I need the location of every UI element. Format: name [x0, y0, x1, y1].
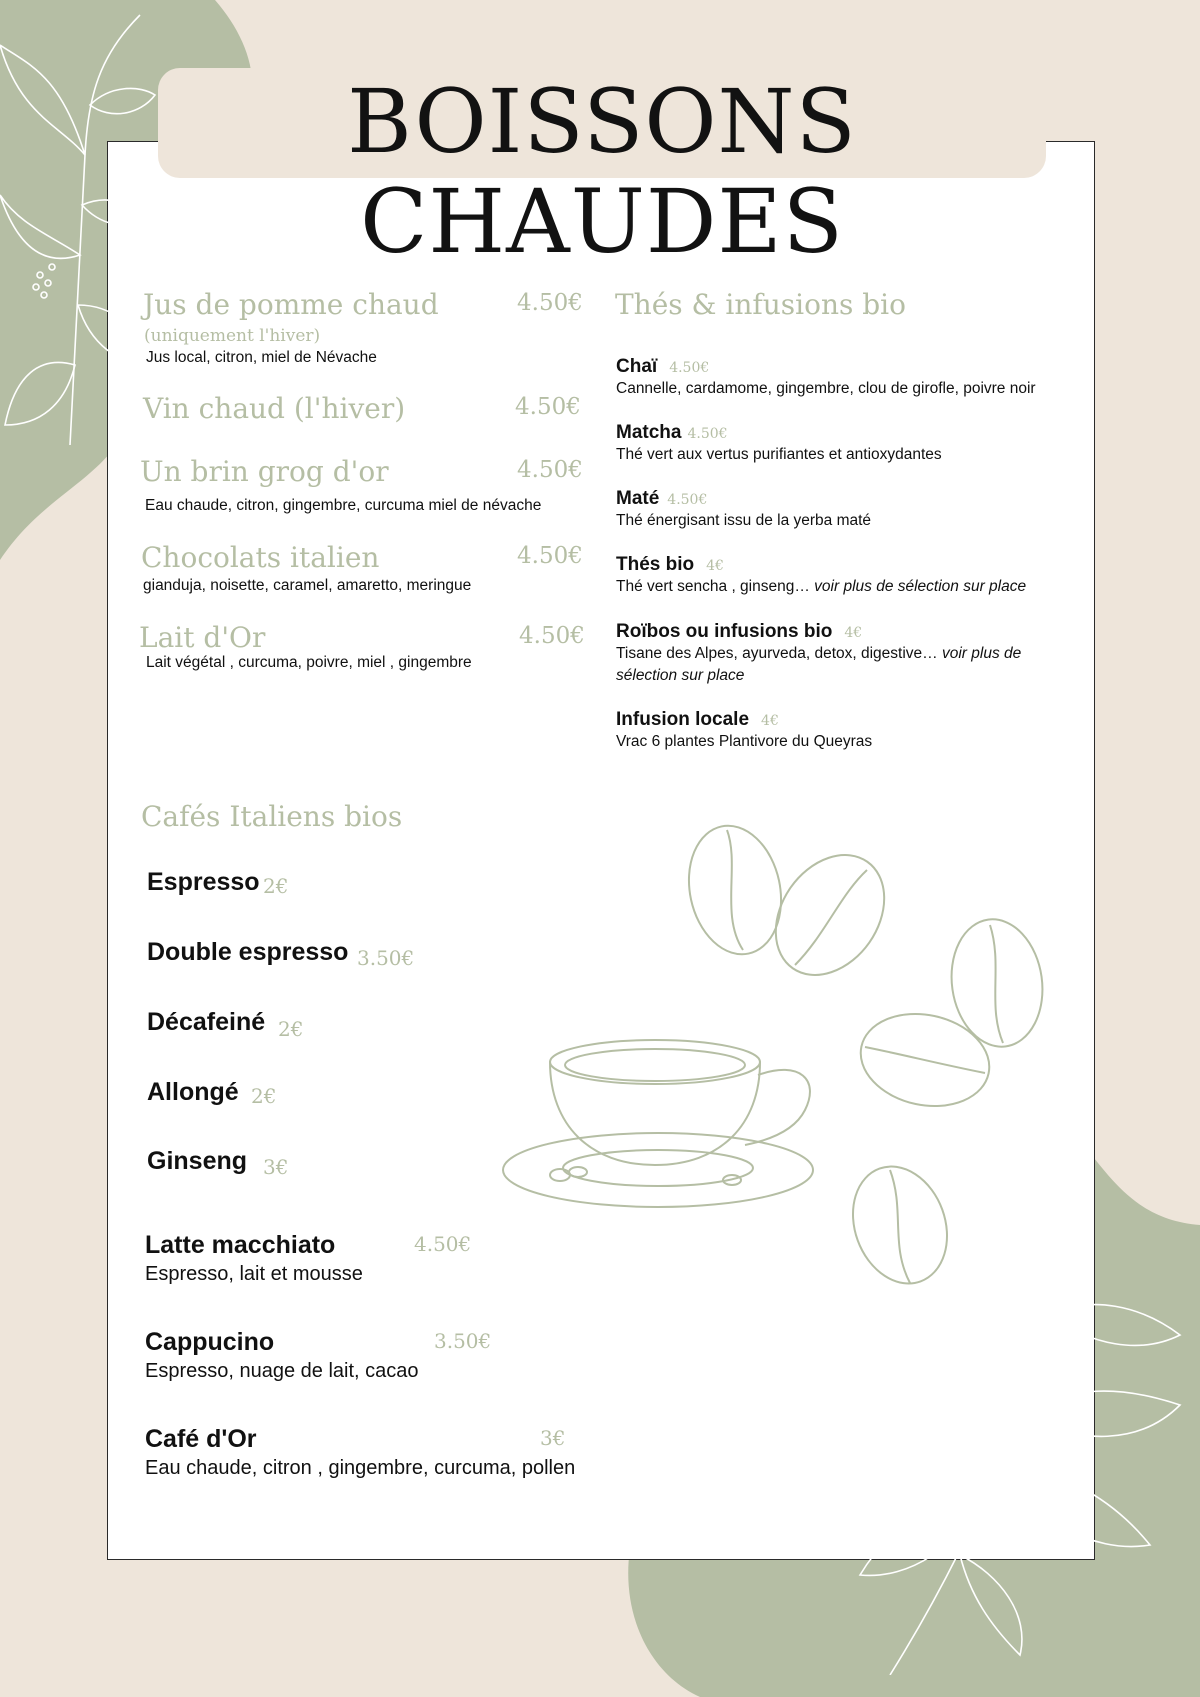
tea-item-name: Infusion locale — [616, 709, 750, 730]
coffee-cup-illustration — [500, 1035, 820, 1215]
menu-item-price: 4.50€ — [515, 394, 581, 420]
tea-item-name: Roïbos ou infusions bio — [616, 621, 833, 642]
tea-item — [616, 356, 1076, 400]
tea-item-desc: Thé énergisant issu de la yerba maté — [616, 512, 872, 529]
coffee-item-name: Café d'Or — [145, 1425, 257, 1453]
coffee-item-price: 4.50€ — [414, 1232, 472, 1256]
section-heading-cafes: Cafés Italiens bios — [141, 800, 403, 833]
menu-item-desc: gianduja, noisette, caramel, amaretto, meringue — [143, 577, 472, 594]
coffee-item-name: Latte macchiato — [145, 1231, 336, 1259]
coffee-item-price: 3€ — [263, 1155, 289, 1179]
coffee-item-price: 2€ — [278, 1017, 304, 1041]
menu-item-price: 4.50€ — [517, 457, 583, 483]
tea-item-desc-note: voir plus de sélection sur place — [616, 645, 1022, 684]
menu-item-desc: Jus local, citron, miel de Névache — [146, 349, 377, 366]
tea-item-name: Matcha — [616, 422, 682, 443]
tea-item — [616, 621, 1036, 687]
menu-item-name: Un brin grog d'or — [140, 455, 389, 488]
tea-item-desc — [616, 576, 1076, 598]
coffee-item-price: 3.50€ — [434, 1329, 492, 1353]
menu-item-name: Lait d'Or — [139, 621, 266, 654]
menu-item-price: 4.50€ — [517, 543, 583, 569]
menu-item-note: (uniquement l'hiver) — [144, 326, 321, 346]
coffee-item-name: Ginseng — [147, 1147, 248, 1175]
coffee-item-desc: Eau chaude, citron , gingembre, curcuma, pollen — [145, 1457, 576, 1479]
coffee-item-price: 3€ — [540, 1426, 566, 1450]
tea-item-desc-text: Thé vert sencha , ginseng… — [616, 578, 810, 595]
tea-item-desc-note: voir plus de sélection sur place — [814, 578, 1027, 595]
coffee-item-price: 3.50€ — [357, 946, 415, 970]
menu-item-name: Jus de pomme chaud — [143, 288, 439, 321]
nettle-plant-illustration-top-left — [0, 5, 160, 445]
coffee-item-name: Espresso — [147, 868, 260, 896]
menu-item-desc: Lait végétal , curcuma, poivre, miel , gingembre — [146, 654, 472, 671]
coffee-item-name: Cappucino — [145, 1328, 275, 1356]
tea-item — [616, 422, 1046, 466]
menu-item-price: 4.50€ — [517, 290, 583, 316]
menu-item-price: 4.50€ — [519, 623, 585, 649]
tea-item-name: Chaï — [616, 356, 658, 377]
tea-item-desc: Thé vert aux vertus purifiantes et antioxydantes — [616, 446, 942, 463]
tea-item — [616, 554, 1076, 598]
coffee-item-name: Double espresso — [147, 938, 349, 966]
coffee-item-price: 2€ — [251, 1084, 277, 1108]
tea-item-price: 4.50€ — [669, 360, 710, 376]
page-title: BOISSONS CHAUDES — [347, 70, 857, 273]
tea-item — [616, 488, 1046, 532]
tea-item-price: 4€ — [844, 625, 863, 641]
coffee-item-desc: Espresso, nuage de lait, cacao — [145, 1360, 419, 1382]
menu-item-name: Vin chaud (l'hiver) — [143, 392, 406, 425]
tea-item-name: Thés bio — [616, 554, 695, 575]
tea-item-price: 4.50€ — [687, 426, 728, 442]
coffee-item-name: Décafeiné — [147, 1008, 266, 1036]
tea-item-desc — [616, 643, 1036, 687]
tea-item-name: Maté — [616, 488, 660, 509]
section-heading-thes: Thés & infusions bio — [615, 288, 906, 321]
menu-item-desc: Eau chaude, citron, gingembre, curcuma miel de névache — [145, 497, 542, 514]
tea-item-price: 4€ — [706, 558, 724, 574]
tea-item-price: 4€ — [761, 713, 779, 729]
tea-item — [616, 709, 1046, 753]
coffee-item-price: 2€ — [263, 874, 289, 898]
coffee-item-desc: Espresso, lait et mousse — [145, 1263, 363, 1285]
tea-item-desc-text: Tisane des Alpes, ayurveda, detox, digestive… — [616, 645, 938, 662]
coffee-item-name: Allongé — [147, 1078, 239, 1106]
tea-item-price: 4.50€ — [667, 492, 708, 508]
tea-item-desc: Vrac 6 plantes Plantivore du Queyras — [616, 733, 873, 750]
menu-item-name: Chocolats italien — [141, 541, 380, 574]
tea-item-desc: Cannelle, cardamome, gingembre, clou de girofle, poivre noir — [616, 380, 1036, 397]
